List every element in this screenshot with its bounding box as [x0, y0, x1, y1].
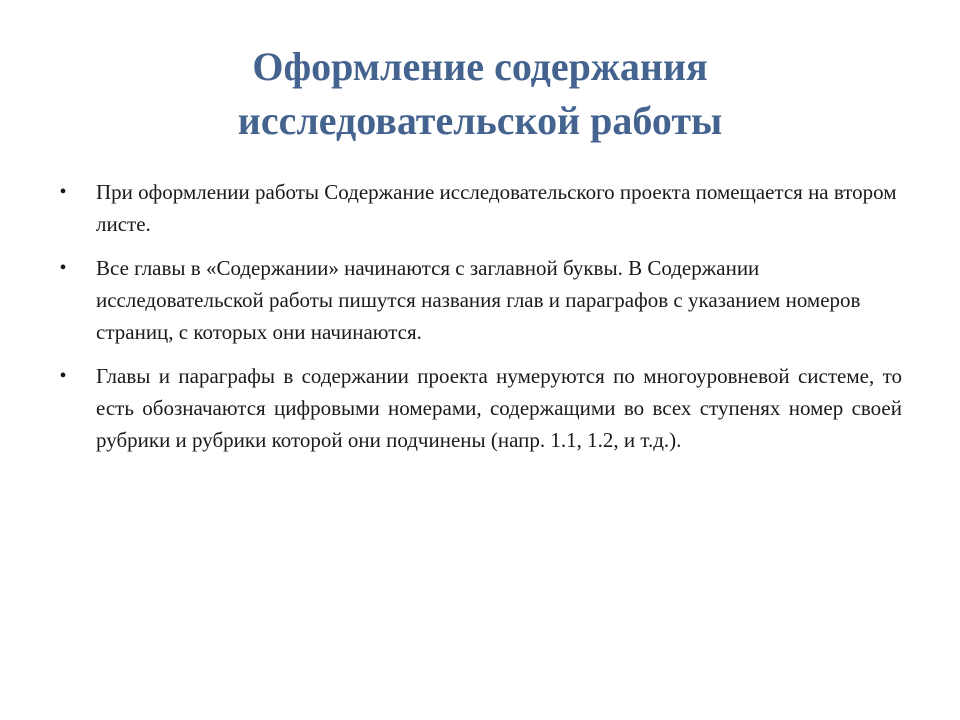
- slide-title-line-2: исследовательской работы: [237, 98, 723, 143]
- slide-title: [120, 40, 840, 148]
- slide-title-line-1: Оформление содержания: [252, 44, 708, 89]
- bullet-dot-icon: •: [59, 365, 67, 387]
- bullet-text-1: При оформлении работы Содержание исследовательского проекта помещается на втором листе.: [96, 180, 897, 236]
- bullet-item-2: [56, 252, 902, 348]
- bullet-text-3: Главы и параграфы в содержании проекта нумеруются по многоуровневой системе, то есть обозначаются цифровыми номерами, содержащими во всех ступенях номер своей рубрики и рубрики которой они подчинены (напр. 1.1, 1.2, и т.д.).: [96, 364, 902, 452]
- bullet-dot-icon: •: [59, 257, 67, 279]
- bullet-dot-icon: •: [59, 181, 67, 203]
- bullet-item-3: [56, 360, 902, 456]
- bullet-item-1: [56, 176, 902, 240]
- bullet-text-2: Все главы в «Содержании» начинаются с заглавной буквы. В Содержании исследовательской работы пишутся названия глав и параграфов с указанием номеров страниц, с которых они начинаются.: [96, 256, 861, 344]
- bullet-list: [56, 176, 902, 468]
